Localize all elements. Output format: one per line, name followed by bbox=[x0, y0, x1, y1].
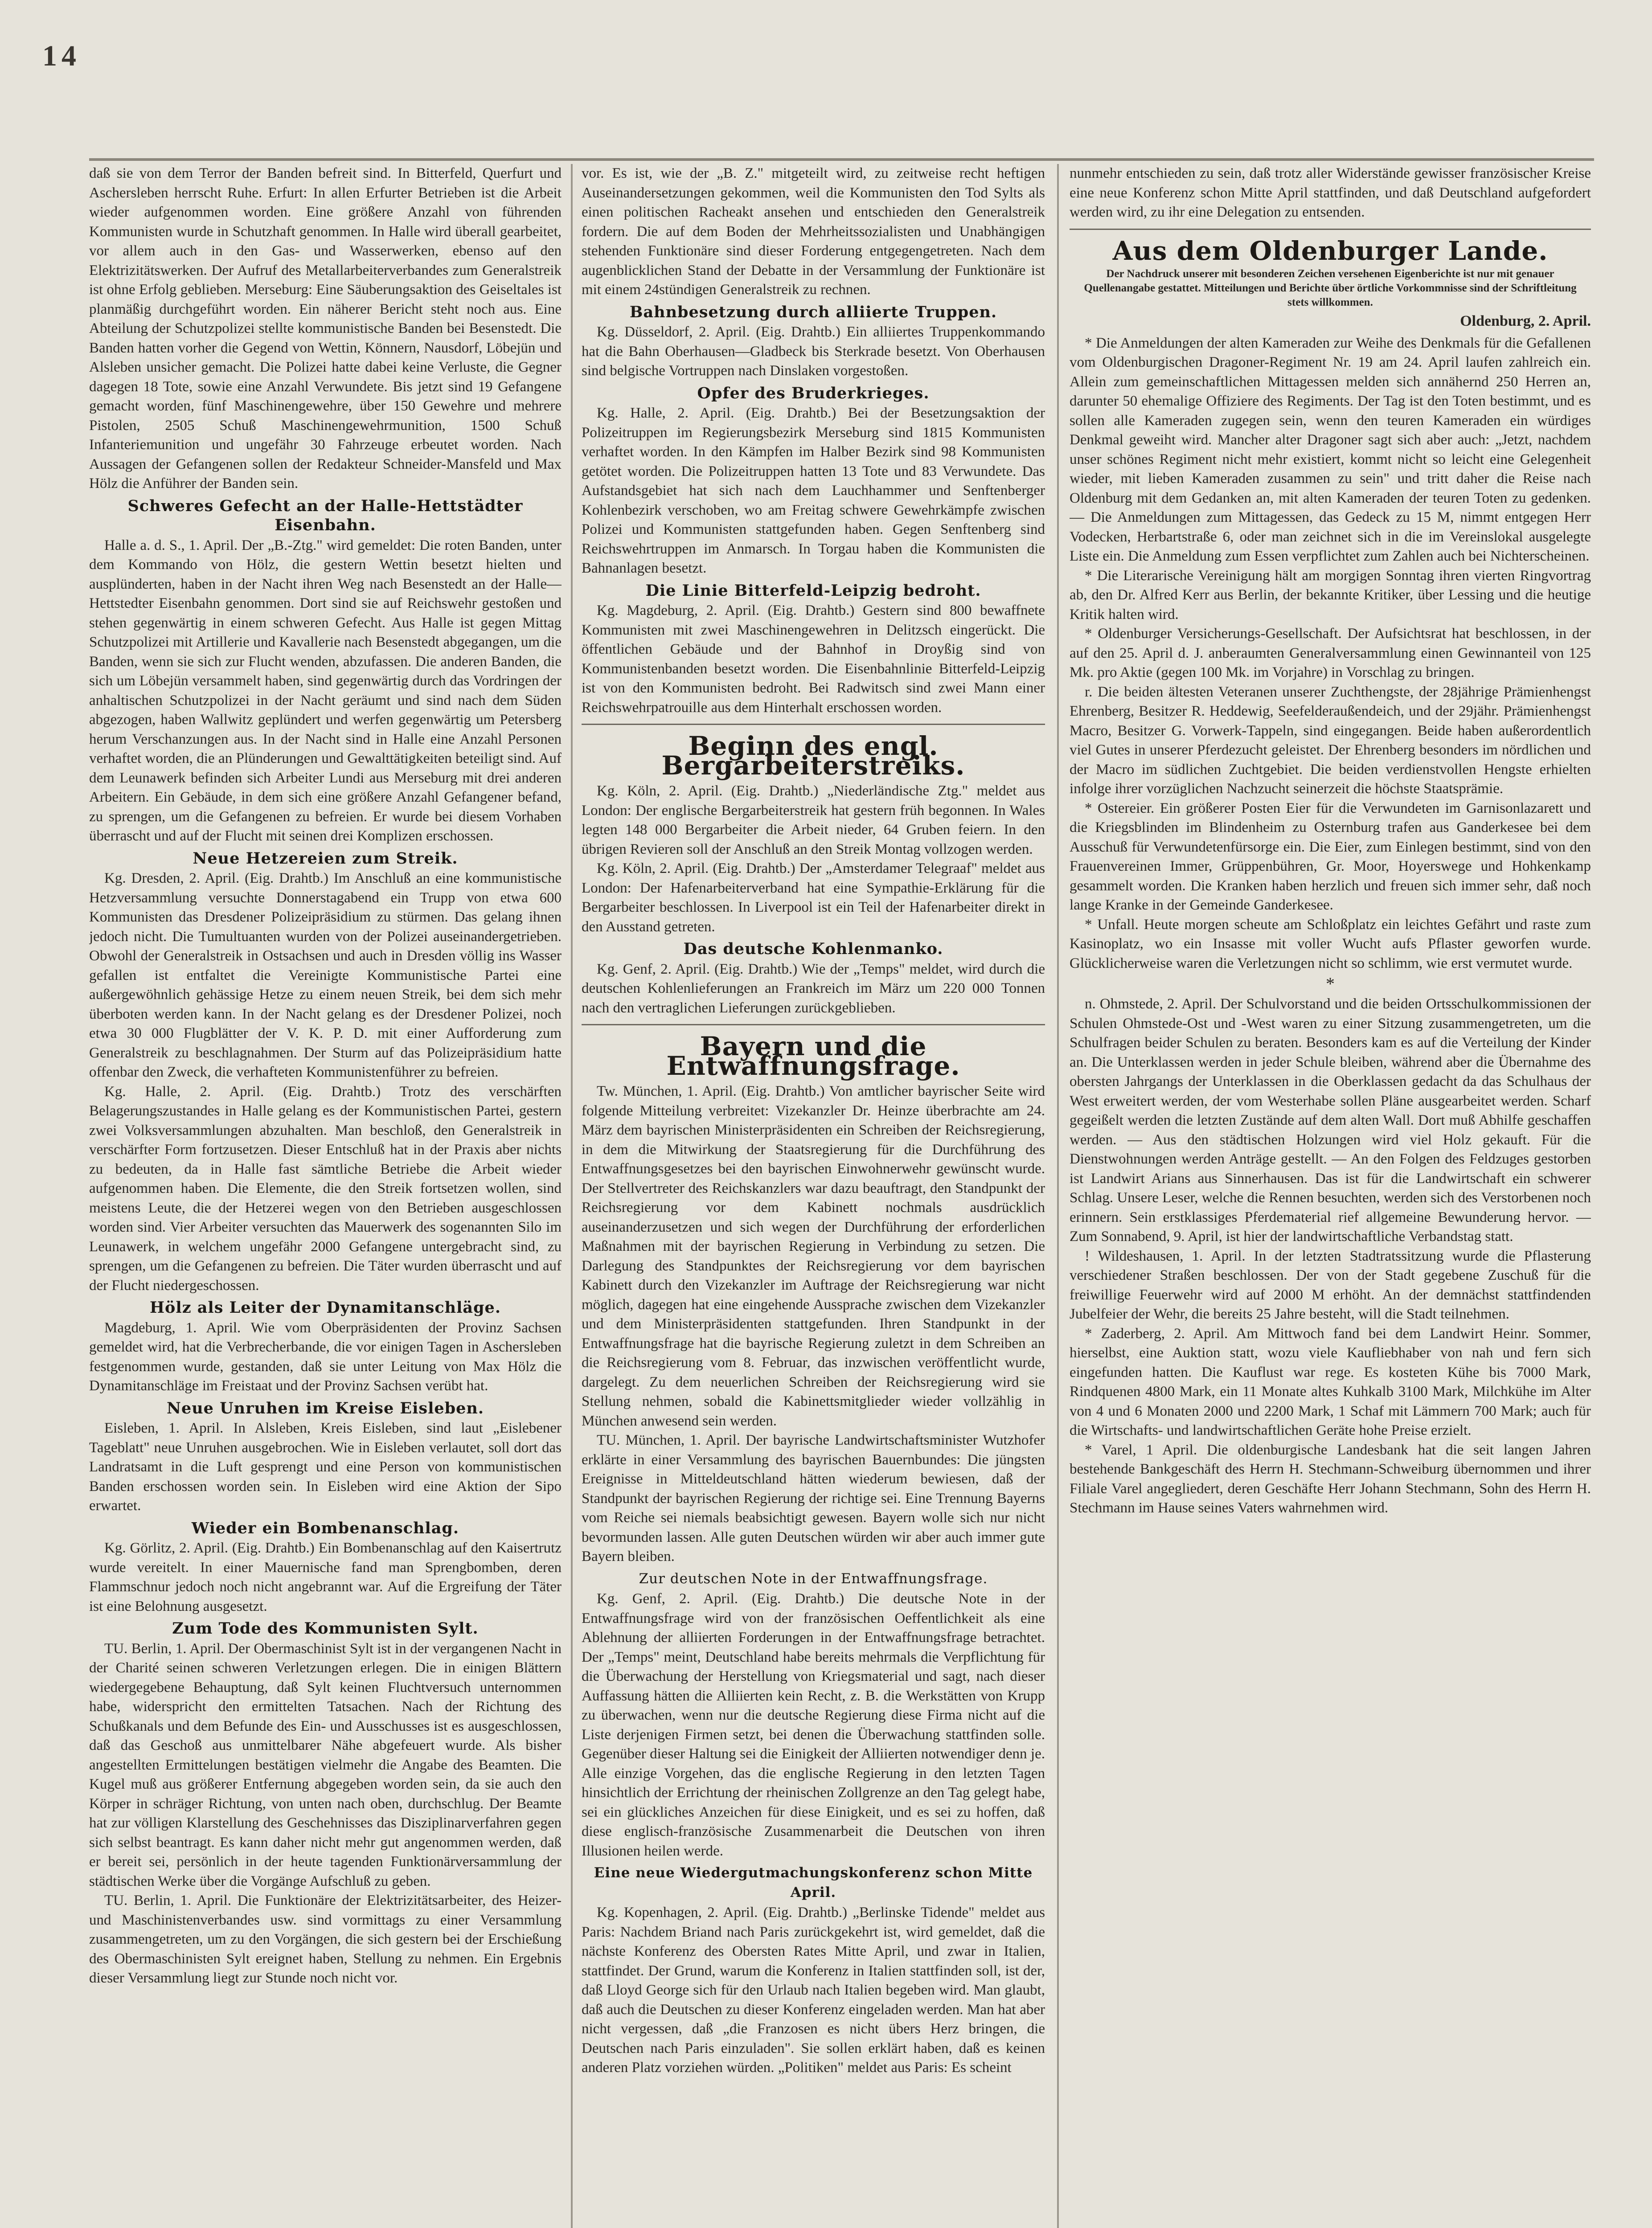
article-text: * Ostereier. Ein größerer Posten Eier für die Verwundeten im Garnisonlazarett und die Kriegsblinden im Blindenheim zu Osternburg trafen aus Ganderkesee bei dem Ausschuß für Verwundetenfürsorge ein. Die Eier, zum Einlegen bestimmt, sind von den Frauenvereinen Immer, Grüppenbühren, Gr. Moor, Hoyerswege und Hohkenkamp gesammelt worden. Die Kranken haben herzlich und freuen sich immer sehr, daß noch lange Kranke in der Gemeinde Ganderkesee. bbox=[1070, 800, 1591, 913]
section-headline: Beginn des engl. Bergarbeiterstreiks. bbox=[661, 731, 965, 781]
article-text: Kg. Magdeburg, 2. April. (Eig. Drahtb.) Gestern sind 800 bewaffnete Kommunisten mit zwei Maschinengewehren in Delitzsch eingerückt. Die öffentlichen Gebäude und der Bahnhof in Droyßig sind von Kommunistenbanden besetzt worden. Die Eisenbahnlinie Bitterfeld-Leipzig ist von den Kommunisten bedroht. Bei Radwitsch sind zwei Mann einer Reichswehrpatrouille aus dem Hinterhalt erschossen worden. bbox=[582, 602, 1045, 716]
article-text: vor. Es ist, wie der „B. Z." mitgeteilt wird, zu zeitweise recht heftigen Auseinandersetzungen gekommen, weil die Kommunisten den Tod Sylts als einen politischen Racheakt ansehen und entschieden den Generalstreik fordern. Die auf dem Boden der Mehrheitssozialisten und Unabhängigen stehenden Funktionäre sind dieser Forderung entgegengetreten. Nach dem augenblicklichen Stand der Debatte in der Versammlung der Funktionäre ist mit einem 24stündigen Generalstreik zu rechnen. bbox=[582, 165, 1045, 298]
article-text: * Zaderberg, 2. April. Am Mittwoch fand bei dem Landwirt Heinr. Sommer, hierselbst, eine Auktion statt, wozu viele Kaufliebhaber von nah und fern sich eingefunden hatten. Die Kauflust war rege. Es kosteten Kühe bis 7000 Mark, Rindquenen 4800 Mark, ein 11 Monate altes Kuhkalb 3100 Mark, Milchkühe im Alter von 4 und 6 Monaten 2000 und 2200 Mark, 1 Schaf mit Lämmern 700 Mark; auch für die Wirtschafts- und landwirtschaftlichen Geräte hohe Preise erzielt. bbox=[1070, 1325, 1591, 1438]
column-rule bbox=[1057, 164, 1059, 2228]
column-rule bbox=[571, 164, 573, 2228]
article-text: TU. Berlin, 1. April. Die Funktionäre der Elektrizitätsarbeiter, des Heizer- und Maschinistenverbandes usw. sind vormittags zu einer Versammlung zusammengetreten, um zu den Vorgängen, die sich gestern bei der Erschießung des Obermaschinisten Sylt ereignet haben, Stellung zu nehmen. Ein Ergebnis dieser Versammlung liegt zur Stunde noch nicht vor. bbox=[89, 1892, 562, 1986]
article-text: Kg. Kopenhagen, 2. April. (Eig. Drahtb.) „Berlinske Tidende" meldet aus Paris: Nachdem Briand nach Paris zurückgekehrt ist, wird gemeldet, daß die nächste Konferenz des Obersten Rates Mitte April, und zwar in Italien, stattfindet. Der Grund, warum die Konferenz in Italien stattfinden soll, ist der, daß Lloyd George sich für den Urlaub nach Italien begeben wird. Man glaubt, daß auch die Deutschen zu dieser Konferenz eingeladen werden. Man hat aber nicht vergessen, daß „die Franzosen es nicht übers Herz bringen, die Deutschen nach Paris einzuladen". Sie sollen erklärt haben, daß es keinen anderen Platz vorziehen würden. „Politiken" meldet aus Paris: Es scheint bbox=[582, 1904, 1045, 2076]
article-text: Kg. Dresden, 2. April. (Eig. Drahtb.) Im Anschluß an eine kommunistische Hetzversammlung versuchte Donnerstagabend ein Trupp von etwa 600 Kommunisten das Dresdener Polizeipräsidium zu stürmen. Das gelang ihnen jedoch nicht. Die Tumultuanten wurden von der Polizei auseinandergetrieben. Obwohl der Generalstreik in Ostsachsen und auch in Dresden völlig ins Wasser gefallen ist entfaltet die Vereinigte Kommunistische Partei eine außergewöhnlich gehässige Hetze zu einem neuen Streik, bei dem sich mehr überboten werden kann. In der Nacht gelang es der Dresdener Polizei, noch etwa 30 000 Flugblätter der V. K. P. D. mit einer Aufforderung zum Generalstreik zu beschlagnahmen. Der Sturm auf das Polizeipräsidium hatte offenbar den Zweck, die verhafteten Kommunistenführer zu befreien. bbox=[89, 870, 562, 1080]
section-rule bbox=[1070, 229, 1591, 230]
article-headline: Das deutsche Kohlenmanko. bbox=[683, 940, 943, 958]
article-text: Tw. München, 1. April. (Eig. Drahtb.) Von amtlicher bayrischer Seite wird folgende Mitteilung verbreitet: Vizekanzler Dr. Heinze überbrachte am 24. März dem bayrischen Ministerpräsidenten ein Schreiben der Reichsregierung, in dem die Mitwirkung der Staatsregierung für die Durchführung des Entwaffnungsgesetzes bei den bayrischen Einwohnerwehr gewünscht wurde. Der Stellvertreter des Reichskanzlers war dazu beauftragt, den Standpunkt der Reichsregierung vor dem Kabinett nochmals ausdrücklich auseinanderzusetzen und sich wegen der Durchführung der erforderlichen Maßnahmen mit der bayrischen Regierung in Verbindung zu setzen. Die Darlegung des Standpunktes der Reichsregierung vor dem bayrischen Kabinett durch den Vizekanzler im Auftrage der Reichsregierung war nicht möglich, dagegen hat eine eingehende Aussprache zwischen dem Vizekanzler und dem Ministerpräsidenten stattgefunden. Ihren Standpunkt in der Entwaffnungsfrage hat die bayrische Regierung zuletzt in dem Schreiben an die Reichsregierung vom 8. Februar, das inzwischen veröffentlicht wurde, dargelegt. Zu dem neuerlichen Schreiben der Reichsregierung wird sie Stellung nehmen, sobald die Kabinettsmitglieder wieder vollzählig in München anwesend sein werden. bbox=[582, 1083, 1045, 1429]
section-headline: Aus dem Oldenburger Lande. bbox=[1112, 235, 1548, 266]
article-text: Kg. Genf, 2. April. (Eig. Drahtb.) Wie der „Temps" meldet, wird durch die deutschen Kohlenlieferungen an Frankreich im März um 220 000 Tonnen nach den vertraglichen Lieferungen zurückgeblieben. bbox=[582, 961, 1045, 1016]
article-text: n. Ohmstede, 2. April. Der Schulvorstand und die beiden Ortsschulkommissionen der Schulen Ohmstede-Ost und -West waren zu einer Sitzung zusammengetreten, um die Schulfragen beider Schulen zu beraten. Besonders kam es auf die Verteilung der Kinder an. Die Unterklassen werden in jeder Schule bleiben, während aber die Übernahme des obersten Jahrgangs der Unterklassen in die Oberklassen gedacht da das Schulhaus der West erweitert werden, der vom Westerhabe sollen Pläne ausgearbeitet werden. Scharf gegeißelt werden die letzten Zustände auf dem alten Wall. Dort muß Abhilfe geschaffen werden. — Aus den städtischen Holzungen wird viel Holz gekauft. Für die Dienstwohnungen werden Anträge gestellt. — An den Folgen des Feldzuges gestorben ist Landwirt Arians aus Sinnerhausen. Das ist für die Landwirtschaft ein schwerer Schlag. Unsere Leser, welche die Rennen besuchten, werden sich des Verstorbenen noch erinnern. Sein erstklassiges Pferdematerial rief allgemeine Bewunderung hervor. — Zum Sonnabend, 9. April, ist hier der landwirtschaftliche Verbandstag statt. bbox=[1070, 996, 1591, 1245]
article-headline: Wieder ein Bombenanschlag. bbox=[191, 1519, 459, 1537]
article-headline: Zum Tode des Kommunisten Sylt. bbox=[172, 1619, 479, 1638]
article-text: * Unfall. Heute morgen scheute am Schloßplatz ein leichtes Gefährt und raste zum Kasinoplatz, wo ein Insasse mit voller Wucht aufs Pflaster geworfen wurde. Glücklicherweise waren die Verletzungen nicht so schlimm, wie erst vermutet wurde. bbox=[1070, 916, 1591, 971]
article-text: Halle a. d. S., 1. April. Der „B.-Ztg." wird gemeldet: Die roten Banden, unter dem Kommando von Hölz, die gestern Wettin besetzt hielten und ausplünderten, haben in der Nacht ihren Weg nach Besenstedt an der Halle—Hettstedter Eisenbahn genommen. Dort sind sie auf Reichswehr gestoßen und stehen gegenwärtig in einem schweren Gefecht. Aus Halle ist gegen Mittag Schutzpolizei mit Artillerie und Kavallerie nach Besenstedt abgegangen, um die Banden, wenn sie sich zur Flucht wenden, abzufassen. Die anderen Banden, die sich um Löbejün versammelt haben, sind gegenwärtig durch das Vordringen der anhaltischen Schutzpolizei in der Nacht geräumt und sind nach dem Süden abgezogen, haben Wallwitz geplündert und werfen gegenwärtig um Petersberg herum Verschanzungen aus. In der Nacht sind in Halle eine Anzahl Personen verhaftet worden, die an Plünderungen und Gewalttätigkeiten beteiligt sind. Auf dem Leunawerk befinden sich Arbeiter Lundi aus Merseburg mit drei anderen Arbeitern. Ein Gebäude, in dem sich eine größere Anzahl Gefangener befand, zu sprengen, um die Gefangenen zu befreien. Er wurde bei diesem Vorhaben überrascht und auf der Flucht mit seinen drei Komplizen erschossen. bbox=[89, 537, 562, 844]
article-headline: Neue Hetzereien zum Streik. bbox=[193, 849, 458, 868]
article-text: nunmehr entschieden zu sein, daß trotz aller Widerstände gewisser französischer Kreise eine neue Konferenz schon Mitte April stattfinden, und daß Deutschland aufgefordert werden wird, zu ihr eine Delegation zu entsenden. bbox=[1070, 165, 1591, 220]
article-text: Kg. Görlitz, 2. April. (Eig. Drahtb.) Ein Bombenanschlag auf den Kaisertrutz wurde vereitelt. In einer Mauernische fand man Sprengbomben, deren Flammschnur jedoch noch nicht angebrannt war. Auf die Ergreifung der Täter ist eine Belohnung ausgesetzt. bbox=[89, 1540, 562, 1614]
reprint-note: Der Nachdruck unserer mit besonderen Zeichen versehenen Eigenberichte ist nur mit genauer Quellenangabe gestattet. Mitteilungen und Berichte über örtliche Vorkommnisse sind der Schriftleitung stets willkommen. bbox=[1084, 268, 1577, 308]
article-text: * Oldenburger Versicherungs-Gesellschaft. Der Aufsichtsrat hat beschlossen, in der auf den 25. April d. J. anberaumten Generalversammlung einen Gewinnanteil von 125 Mk. pro Aktie (gegen 100 Mk. im Vorjahre) in Vorschlag zu bringen. bbox=[1070, 626, 1591, 680]
article-text: TU. Berlin, 1. April. Der Obermaschinist Sylt ist in der vergangenen Nacht in der Charité seinen schweren Verletzungen erlegen. Die in einigen Blättern wiedergegebene Behauptung, daß Sylt keinen Fluchtversuch unternommen habe, widerspricht den ermittelten Tatsachen. Nach der Richtung des Schußkanals und dem Befunde des Ein- und Ausschusses ist es ausgeschlossen, daß das Geschoß aus unmittelbarer Nähe abgefeuert wurde. Als bisher angestellten Ermittelungen bestätigen vielmehr die Angabe des Beamten. Die Kugel muß aus größerer Entfernung abgegeben worden sein, da sie auch den Körper in schräger Richtung, von unten nach oben, durchschlug. Der Beamte hat zur völligen Klarstellung des Geschehnisses das Disziplinarverfahren gegen sich selbst beantragt. Es kann daher nicht mehr gut angenommen werden, daß er bereit sei, persönlich in der heute tagenden Funktionärversammlung der städtischen Werke über die Vorgänge Aufschluß zu geben. bbox=[89, 1640, 562, 1889]
article-text: * Varel, 1 April. Die oldenburgische Landesbank hat die seit langen Jahren bestehende Bankgeschäft des Herrn H. Stechmann-Schweiburg übernommen und ihrer Filiale Varel angegliedert, deren Geschäfte Herr Johann Stechmann, Sohn des Herrn H. Stechmann im Hause seines Vaters wahrnehmen wird. bbox=[1070, 1442, 1591, 1516]
page-number: 14 bbox=[42, 40, 81, 72]
article-text: Kg. Düsseldorf, 2. April. (Eig. Drahtb.) Ein alliiertes Truppenkommando hat die Bahn Oberhausen—Gladbeck bis Sterkrade besetzt. Von Oberhausen sind belgische Vortruppen nach Dinslaken vorgestoßen. bbox=[582, 324, 1045, 379]
column-1 bbox=[89, 164, 562, 2228]
article-text: * Die Anmeldungen der alten Kameraden zur Weihe des Denkmals für die Gefallenen vom Oldenburgischen Dragoner-Regiment Nr. 19 am 24. April laufen zahlreich ein. Allein zum gemeinschaftlichen Mittagessen melden sich annähernd 250 Herren an, darunter 50 ehemalige Offiziere des Regiments. Der Tag ist den Toten bestimmt, und es sollen alle Kameraden zugegen sein, wenn den teuren Kameraden ein würdiges Denkmal geweiht wird. Mancher alter Dragoner sagt sich aber auch: „Jetzt, nachdem unser schönes Regiment nicht mehr existiert, kommt nicht so leicht eine Gelegenheit wieder, mit lieben Kameraden zusammen zu sein" und tritt daher die Reise nach Oldenburg mit dem Gedanken an, mit alten Kameraden der teuren Toten zu gedenken. — Die Anmeldungen zum Mittagessen, das Gedeck zu 15 M, nimmt entgegen Herr Vodecken, Herbartstraße 6, oder man zeichnet sich in die im Vereinslokal ausgelegte Liste ein. Die Anmeldung zum Essen verpflichtet zum Zahlen auch bei Nichterscheinen. bbox=[1070, 335, 1591, 564]
article-headline: Die Linie Bitterfeld-Leipzig bedroht. bbox=[645, 581, 981, 600]
separator-star: * bbox=[1326, 974, 1335, 994]
article-text: Magdeburg, 1. April. Wie vom Oberpräsidenten der Provinz Sachsen gemeldet wird, hat die Verbrecherbande, die vor einigen Tagen in Aschersleben festgenommen wurde, gestanden, daß sie unter Leitung von Max Hölz die Dynamitanschläge im Freistaat und der Provinz Sachsen verübt hat. bbox=[89, 1319, 562, 1394]
article-headline: Zur deutschen Note in der Entwaffnungsfrage. bbox=[639, 1570, 988, 1587]
section-rule bbox=[582, 1024, 1045, 1025]
article-text: daß sie von dem Terror der Banden befreit sind. In Bitterfeld, Querfurt und Aschersleben herrscht Ruhe. Erfurt: In allen Erfurter Betrieben ist die Arbeit wieder aufgenommen worden. Eine größere Anzahl von führenden Kommunisten wurde in Schutzhaft genommen. In Halle wird überall gearbeitet, vor allem auch in den Gas- und Wasserwerken, ebenso auf den Elektrizitätswerken. Der Aufruf des Metallarbeiterverbandes zum Generalstreik ist ohne Erfolg geblieben. Merseburg: Eine Säuberungsaktion des Geiseltales ist planmäßig durchgeführt worden. Ein näherer Bericht steht noch aus. Eine Abteilung der Schutzpolizei stellte kommunistische Banden bei Besenstedt. Die Banden hatten vorher die Gegend von Wettin, Könnern, Nausdorf, Löbejün und Alsleben unsicher gemacht. Die Polizei hatte dabei keine Verluste, die Gegner dagegen 18 Tote, sowie eine Anzahl Verwundete. Bis jetzt sind 19 Gefangene gemacht worden, fünf Maschinengewehre, über 150 Gewehre und mehrere Pistolen, 2505 Schuß Maschinengewehrmunition, 1500 Schuß Infanteriemunition und ungefähr 30 Fahrzeuge erbeutet worden. Nach Aussagen der Gefangenen sollen der Redakteur Schneider-Mansfeld und Max Hölz die Anführer der Banden sein. bbox=[89, 165, 562, 491]
article-headline: Bahnbesetzung durch alliierte Truppen. bbox=[629, 303, 997, 321]
article-text: Kg. Halle, 2. April. (Eig. Drahtb.) Bei der Besetzungsaktion der Polizeitruppen im Regierungsbezirk Merseburg sind 1815 Kommunisten verhaftet worden. In den Kämpfen im Halber Bezirk sind 98 Kommunisten getötet worden. Die Polizeitruppen hatten 13 Tote und 83 Verwundete. Das Aufstandsgebiet hat sich nach dem Lauchhammer und Senftenberger Kohlenbezirk verschoben, wo am Freitag schwere Gewehrkämpfe zwischen Polizei und Kommunisten stattgefunden haben. Gegen Senftenberg sind Reichswehrtruppen im Anmarsch. In Torgau haben die Kommunisten die Bahnanlagen besetzt. bbox=[582, 405, 1045, 576]
top-rule bbox=[89, 158, 1594, 161]
dateline: Oldenburg, 2. April. bbox=[1460, 313, 1591, 329]
article-text: TU. München, 1. April. Der bayrische Landwirtschaftsminister Wutzhofer erklärte in einer Versammlung des bayrischen Bauernbundes: Die jüngsten Ereignisse in Mitteldeutschland hätten wiederum bewiesen, daß der Standpunkt der bayrischen Regierung der richtige sei. Eine Trennung Bayerns vom Reiche sei niemals beabsichtigt gewesen. Bayern wolle sich nur nicht bevormunden lassen. Alle guten Deutschen würden wir aber auch immer gute Bayern bleiben. bbox=[582, 1432, 1045, 1565]
column-3 bbox=[1070, 164, 1591, 2228]
article-headline: Schweres Gefecht an der Halle-Hettstädter Eisenbahn. bbox=[127, 496, 523, 534]
article-text: Kg. Genf, 2. April. (Eig. Drahtb.) Die deutsche Note in der Entwaffnungsfrage wird von der französischen Oeffentlichkeit als eine Ablehnung der alliierten Forderungen in der Entwaffnungsfrage betrachtet. Der „Temps" meint, Deutschland habe bereits mehrmals die Verpflichtung für die Überwachung der Herstellung von Kriegsmaterial und sagt, nach dieser Auffassung hätten die Alliierten kein Recht, z. B. die Werkstätten von Krupp zu überwachen, wenn nur die deutsche Regierung diese Firma nicht auf die Liste derjenigen Firmen setzt, bei denen die Überwachung stattfinden solle. Gegenüber dieser Haltung sei die Einigkeit der Alliierten notwendiger denn je. Alle einzige Vorgehen, das die englische Regierung in den letzten Tagen hinsichtlich der Errichtung der rheinischen Zollgrenze an den Tag gelegt habe, sei ein glückliches Anzeichen für diese Einigkeit, und es sei zu hoffen, daß diese englisch-französische Zusammenarbeit die Deutschen von ihren Illusionen heilen werde. bbox=[582, 1591, 1045, 1859]
article-text: Kg. Köln, 2. April. (Eig. Drahtb.) „Niederländische Ztg." meldet aus London: Der englische Bergarbeiterstreik hat gestern früh begonnen. In Wales legten 148 000 Bergarbeiter die Arbeit nieder, 64 Gruben feiern. In den übrigen Revieren soll der Anschluß an den Streik Montag vollzogen werden. bbox=[582, 783, 1045, 857]
article-headline: Hölz als Leiter der Dynamitanschläge. bbox=[149, 1298, 501, 1317]
article-text: Eisleben, 1. April. In Alsleben, Kreis Eisleben, sind laut „Eislebener Tageblatt" neue Unruhen ausgebrochen. Wie in Eisleben verlautet, soll dort das Landratsamt in die Luft gesprengt und eine Person von kommunistischen Banden erschossen worden sein. In Eisleben wird eine Aktion der Sipo erwartet. bbox=[89, 1420, 562, 1514]
article-text: ! Wildeshausen, 1. April. In der letzten Stadtratssitzung wurde die Pflasterung verschiedener Straßen beschlossen. Der von der Stadt gegebene Zuschuß für die freiwillige Feuerwehr wird auf 2000 M erhöht. An der demnächst stattfindenden Jubelfeier der Wehr, die bereits 25 Jahre besteht, will die Stadt teilnehmen. bbox=[1070, 1248, 1591, 1322]
article-text: Kg. Halle, 2. April. (Eig. Drahtb.) Trotz des verschärften Belagerungszustandes in Halle gelang es der Kommunistischen Partei, gestern zwei Volksversammlungen abzuhalten. Man beschloß, den Generalstreik in verschärfter Form fortzusetzen. Dieser Entschluß hat in der Praxis aber nichts zu bedeuten, da in Halle fast sämtliche Betriebe die Arbeit wieder aufgenommen haben. Die Elemente, die den Streik fortsetzen wollen, sind meistens Leute, die der Hetzerei wegen von den Betrieben ausgeschlossen worden sind. Vier Arbeiter versuchten das Mauerwerk des sogenannten Silo im Leunawerk, in welchem ungefähr 2000 Gefangene untergebracht sind, zu sprengen, um die Gefangenen zu befreien. Die Täter wurden überrascht und auf der Flucht niedergeschossen. bbox=[89, 1083, 562, 1294]
article-headline: Eine neue Wiedergutmachungskonferenz schon Mitte April. bbox=[594, 1865, 1033, 1900]
article-headline: Neue Unruhen im Kreise Eisleben. bbox=[166, 1399, 484, 1417]
section-rule bbox=[582, 724, 1045, 725]
article-text: * Die Literarische Vereinigung hält am morgigen Sonntag ihren vierten Ringvortrag ab, den Dr. Alfred Kerr aus Berlin, der bekannte Kritiker, über Lessing und die heutige Kritik halten wird. bbox=[1070, 567, 1591, 623]
article-text: Kg. Köln, 2. April. (Eig. Drahtb.) Der „Amsterdamer Telegraaf" meldet aus London: Der Hafenarbeiterverband hat eine Sympathie-Erklärung für die Bergarbeiter beschlossen. In Liverpool ist ein Teil der Hafenarbeiter direkt in den Ausstand getreten. bbox=[582, 860, 1045, 935]
column-2 bbox=[582, 164, 1045, 2228]
article-text: r. Die beiden ältesten Veteranen unserer Zuchthengste, der 28jährige Prämienhengst Ehrenberg, Besitzer R. Heddewig, Seefelderaußendeich, und der 29jähr. Prämienhengst Macro, Besitzer G. Vorwerk-Tappeln, sind eingegangen. Beide haben außerordentlich viel Gutes in unserer Pferdezucht geleistet. Der Ehrenberg besonders im nördlichen und der Macro im südlichen Zuchtgebiet. Die beiden verdienstvollen Hengste erhielten infolge ihrer vorzüglichen Nachzucht seinerzeit die höchste Staatsprämie. bbox=[1070, 684, 1591, 797]
section-headline: Bayern und die Entwaffnungsfrage. bbox=[666, 1031, 960, 1081]
article-headline: Opfer des Bruderkrieges. bbox=[697, 384, 930, 402]
